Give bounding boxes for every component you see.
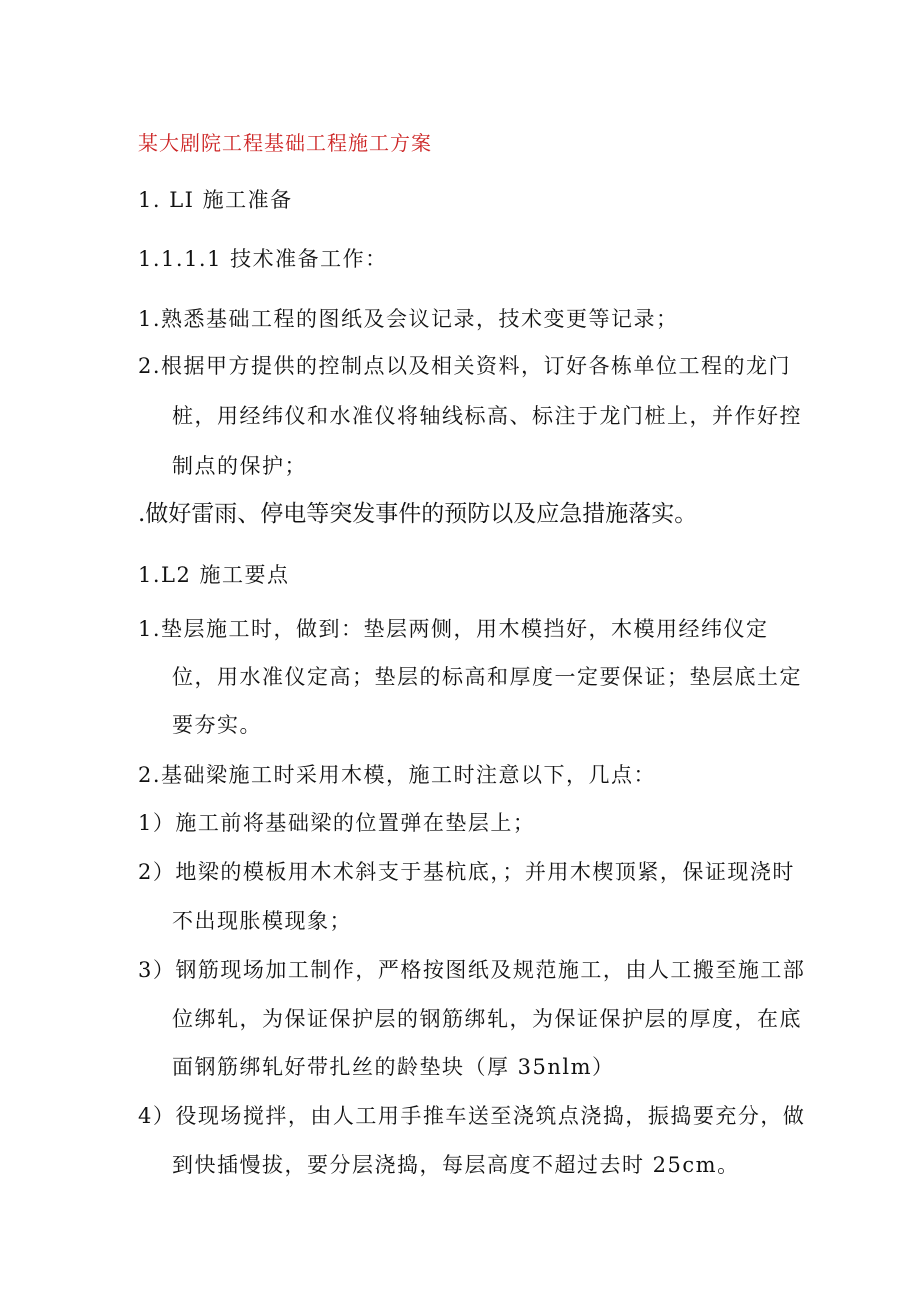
list-item-continuation: 制点的保护； — [172, 454, 307, 478]
list-item — [138, 1106, 805, 1127]
section-heading-1-l2: 1.L2 施工要点 — [138, 563, 290, 587]
list-item-continuation: 位绑轧，为保证保护层的钢筋绑轧，为保证保护层的厚度，在底 — [172, 1007, 802, 1031]
list-item-text: 地梁的模板用木术斜支于基杭底，；并用木楔顶紧，保证现浇时 — [175, 860, 795, 884]
list-item-text: 钢筋现场加工制作，严格按图纸及规范施工，由人工搬至施工部 — [175, 958, 806, 982]
list-item — [138, 960, 805, 981]
list-item-number: 2 — [138, 354, 153, 378]
list-item-continuation: 位，用水准仪定高；垫层的标高和厚度一定要保证；垫层底土定 — [172, 665, 802, 689]
list-item — [138, 813, 535, 834]
document-title: 某大剧院工程基础工程施工方案 — [138, 131, 432, 155]
list-item-number: 2 — [138, 763, 153, 787]
list-item-number: 1） — [138, 811, 176, 835]
list-item — [138, 356, 791, 377]
subsection-heading-1-1-1-1: 1.1.1.1 技术准备工作： — [138, 247, 388, 271]
list-item-number: 4） — [138, 1104, 176, 1128]
list-item-continuation: 不出现胀模现象； — [172, 909, 352, 933]
list-item-continuation: 要夯实。 — [172, 713, 262, 737]
list-item-text: .根据甲方提供的控制点以及相关资料，订好各栋单位工程的龙门 — [152, 354, 792, 378]
list-item — [138, 862, 795, 883]
section-heading-1: 1. LI 施工准备 — [138, 188, 293, 212]
list-item — [138, 765, 656, 786]
list-item-text: 役现场搅拌，由人工用手推车送至浇筑点浇捣，振捣要充分，做 — [175, 1104, 806, 1128]
list-item-continuation: 桩，用经纬仪和水准仪将轴线标高、标注于龙门桩上，并作好控 — [172, 404, 802, 428]
list-item-text: .熟悉基础工程的图纸及会议记录，技术变更等记录； — [152, 307, 679, 331]
list-item-text: .垫层施工时，做到：垫层两侧，用木模挡好，木模用经纬仪定 — [152, 617, 769, 641]
list-item-number: 1 — [138, 617, 153, 641]
list-item — [138, 309, 679, 330]
emergency-note: .做好雷雨、停电等突发事件的预防以及应急措施落实。 — [138, 501, 698, 527]
list-item-text: 施工前将基础梁的位置弹在垫层上； — [175, 811, 536, 835]
list-item-continuation: 到快插慢拔，要分层浇捣，每层高度不超过去时 25cm。 — [172, 1153, 740, 1177]
list-item-text: .基础梁施工时采用木模，施工时注意以下，几点： — [152, 763, 657, 787]
list-item-continuation: 面钢筋绑轧好带扎丝的龄垫块（厚 35nlm） — [172, 1055, 615, 1079]
list-item-number: 2） — [138, 860, 176, 884]
list-item — [138, 619, 769, 640]
list-item-number: 3） — [138, 958, 176, 982]
list-item-number: 1 — [138, 307, 153, 331]
